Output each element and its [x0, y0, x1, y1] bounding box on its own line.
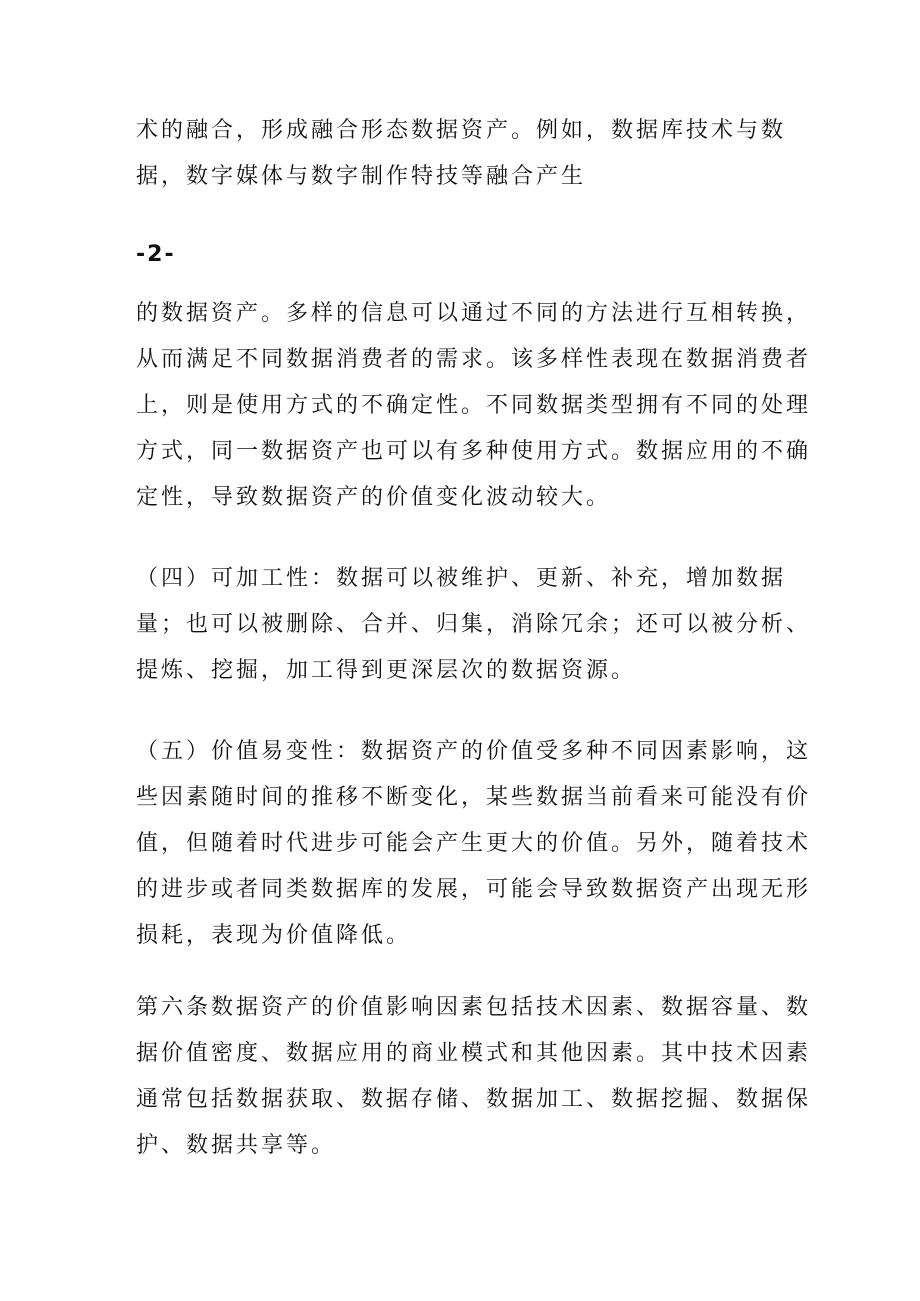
text-line: 的进步或者同类数据库的发展，可能会导致数据资产出现无形	[136, 877, 812, 902]
text-line: （四）可加工性：数据可以被维护、更新、补充，增加数据	[136, 566, 787, 591]
text-line: 定性，导致数据资产的价值变化波动较大。	[136, 485, 612, 510]
text-line: 提炼、挖掘，加工得到更深层次的数据资源。	[136, 658, 637, 683]
text-line: 据价值密度、数据应用的商业模式和其他因素。其中技术因素	[136, 1041, 812, 1066]
text-line: 损耗，表现为价值降低。	[136, 923, 412, 948]
paragraph-continuation	[136, 108, 787, 200]
text-line: 些因素随时间的推移不断变化，某些数据当前看来可能没有价	[136, 785, 812, 810]
page-number: -2-	[136, 242, 176, 267]
text-line: 据，数字媒体与数字制作特技等融合产生	[136, 164, 587, 189]
text-line: 量；也可以被删除、合并、归集，消除冗余；还可以被分析、	[136, 612, 812, 637]
text-line: （五）价值易变性：数据资产的价值受多种不同因素影响，这	[136, 739, 812, 764]
paragraph-processability	[136, 556, 812, 694]
text-line: 方式，同一数据资产也可以有多种使用方式。数据应用的不确	[136, 439, 812, 464]
text-line: 通常包括数据获取、数据存储、数据加工、数据挖掘、数据保	[136, 1087, 812, 1112]
text-line: 术的融合，形成融合形态数据资产。例如，数据库技术与数	[136, 118, 787, 143]
text-line: 护、数据共享等。	[136, 1133, 337, 1158]
text-line: 的数据资产。多样的信息可以通过不同的方法进行互相转换，	[136, 301, 812, 326]
text-line: 从而满足不同数据消费者的需求。该多样性表现在数据消费者	[136, 347, 812, 372]
paragraph-value-volatility	[136, 729, 812, 959]
text-line: 值，但随着时代进步可能会产生更大的价值。另外，随着技术	[136, 831, 812, 856]
paragraph-article-six	[136, 985, 812, 1169]
text-line: 上，则是使用方式的不确定性。不同数据类型拥有不同的处理	[136, 393, 812, 418]
paragraph-diversity	[136, 291, 812, 521]
text-line: 第六条数据资产的价值影响因素包括技术因素、数据容量、数	[136, 995, 812, 1020]
